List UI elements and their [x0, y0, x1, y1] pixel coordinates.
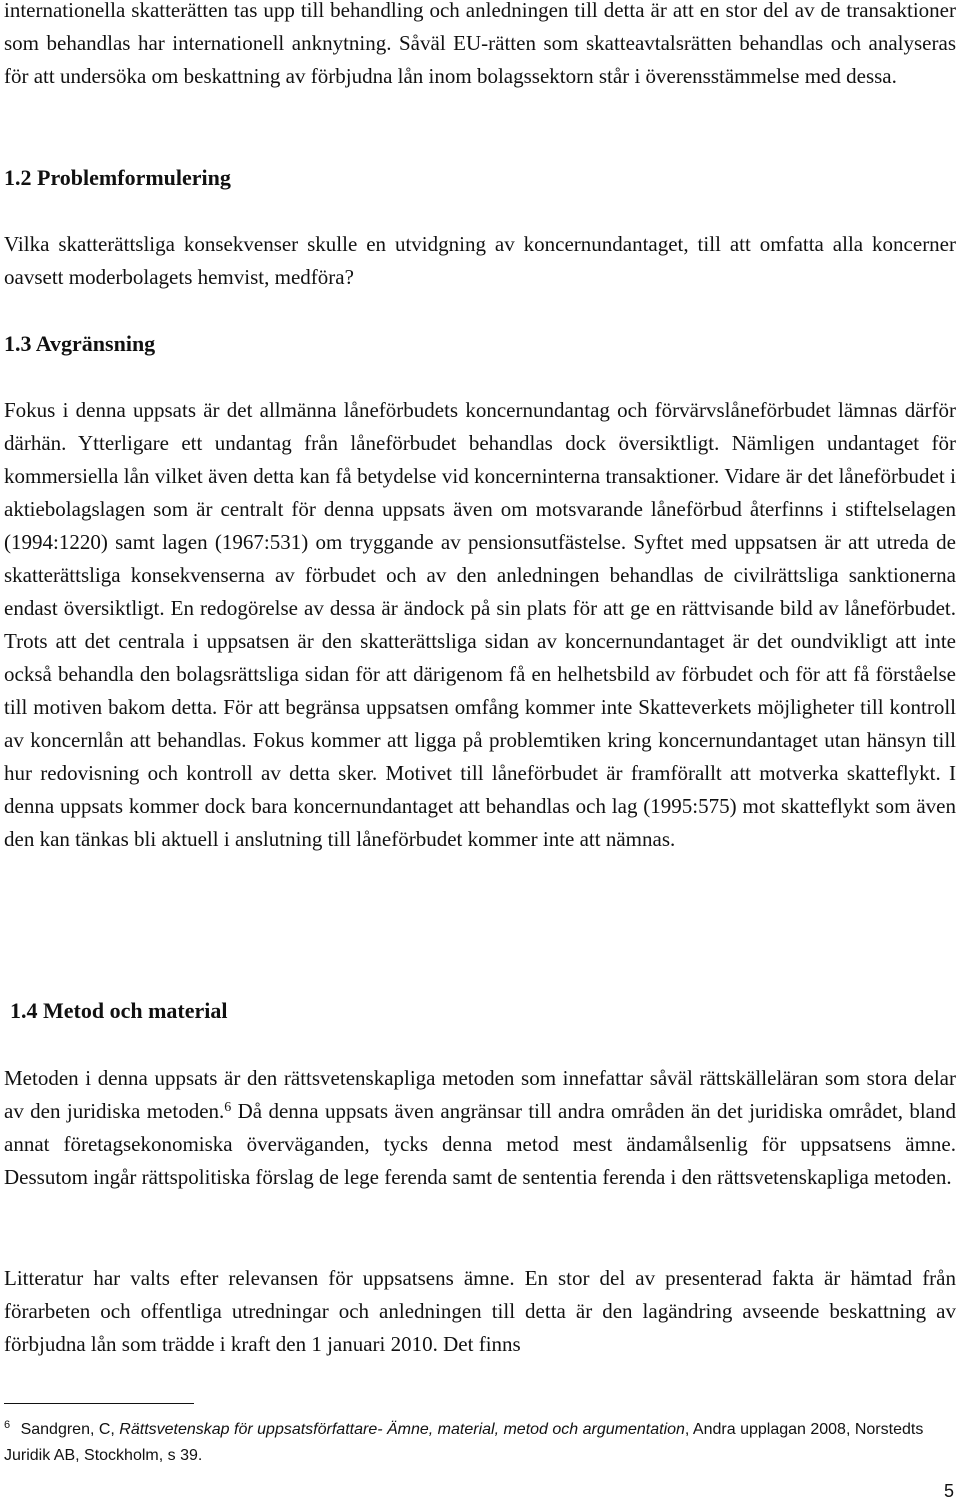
footnote-text-end: , Andra upplagan 2008, Norstedts Juridik AB, Stockholm, s 39. — [4, 1421, 924, 1464]
metod-paragraph — [4, 1062, 956, 1194]
footnote-text-start: Sandgren, C, — [16, 1421, 120, 1438]
footnote-book-title: Rättsvetenskap för uppsatsförfattare- Ämne, material, metod och argumentation — [119, 1421, 685, 1438]
footnote — [4, 1417, 944, 1469]
section-heading-metod-och-material: 1.4 Metod och material — [10, 998, 228, 1023]
footnote-number: 6 — [4, 1419, 11, 1431]
metod-paragraph-text-start: Metoden i denna uppsats är den rättsvetenskapliga metoden som innefattar såväl rättskälleläran som stora delar av den juridiska metoden. — [4, 1066, 956, 1123]
problemformulering-paragraph: Vilka skatterättsliga konsekvenser skulle en utvidgning av koncernundantaget, till att omfatta alla koncerner oavsett moderbolagets hemvist, medföra? — [4, 232, 956, 289]
page-number: 5 — [943, 1481, 954, 1501]
avgransning-paragraph: Fokus i denna uppsats är det allmänna låneförbudets koncernundantag och förvärvslåneförbudet lämnas därför därhän. Ytterligare ett undantag från låneförbudet behandlas dock översiktligt. Nämligen undantaget för kommersiella lån vilket även detta kan få betydelse vid koncerninterna transaktioner. Vidare är det låneförbudet i aktiebolagslagen som är centralt för denna uppsats även om motsvarande låneförbud återfinns i stiftelselagen (1994:1220) samt lagen (1967:531) om tryggande av pensionsutfästelse. Syftet med uppsatsen är att utreda de skatterättsliga konsekvenserna av förbudet och av den anledningen behandlas de civilrättsliga sanktionerna endast översiktligt. En redogörelse av dessa är ändock på sin plats för att ge en rättvisande bild av låneförbudet. Trots att det centrala i uppsatsen är den skatterättsliga sidan av koncernundantaget är det oundvikligt att inte också behandla den bolagsrättsliga sidan för att därigenom få en helhetsbild av förbudet och för att få förståelse till motiven bakom detta. För att begränsa uppsatsen omfång kommer inte Skatteverkets möjligheter till kontroll av koncernlån att behandlas. Fokus kommer att ligga på problemtiken kring koncernundantaget utan hänsyn till hur redovisning och kontroll av detta sker. Motivet till låneförbudet är framförallt att motverka skatteflykt. I denna uppsats kommer dock bara koncernundantaget att behandlas och lag (1995:575) mot skatteflykt som även den kan tänkas bli aktuell i anslutning till låneförbudet kommer inte att nämnas. — [4, 398, 956, 851]
intro-paragraph: internationella skatterätten tas upp till behandling och anledningen till detta är att en stor del av de transaktioner som behandlas har internationell anknytning. Såväl EU-rätten som skatteavtalsrätten behandlas och analyseras för att undersöka om beskattning av förbjudna lån inom bolagssektorn står i överensstämmelse med dessa. — [4, 0, 956, 88]
footnote-separator — [4, 1403, 194, 1404]
metod-paragraph-text-end: Då denna uppsats även angränsar till andra områden än det juridiska området, bland annat företagsekonomiska överväganden, tycks denna metod mest ändamålsenlig för uppsatsens ämne. Dessutom ingår rättspolitiska förslag de lege ferenda samt de sententia ferenda i den rättsvetenskapliga metoden. — [4, 1099, 956, 1189]
footnote-reference[interactable]: 6 — [224, 1100, 232, 1115]
section-heading-avgransning: 1.3 Avgränsning — [4, 331, 156, 356]
section-heading-problemformulering: 1.2 Problemformulering — [4, 165, 231, 190]
litteratur-paragraph: Litteratur har valts efter relevansen för uppsatsens ämne. En stor del av presenterad fakta är hämtad från förarbeten och offentliga utredningar och anledningen till detta är den lagändring avseende beskattning av förbjudna lån som trädde i kraft den 1 januari 2010. Det finns — [4, 1266, 956, 1356]
